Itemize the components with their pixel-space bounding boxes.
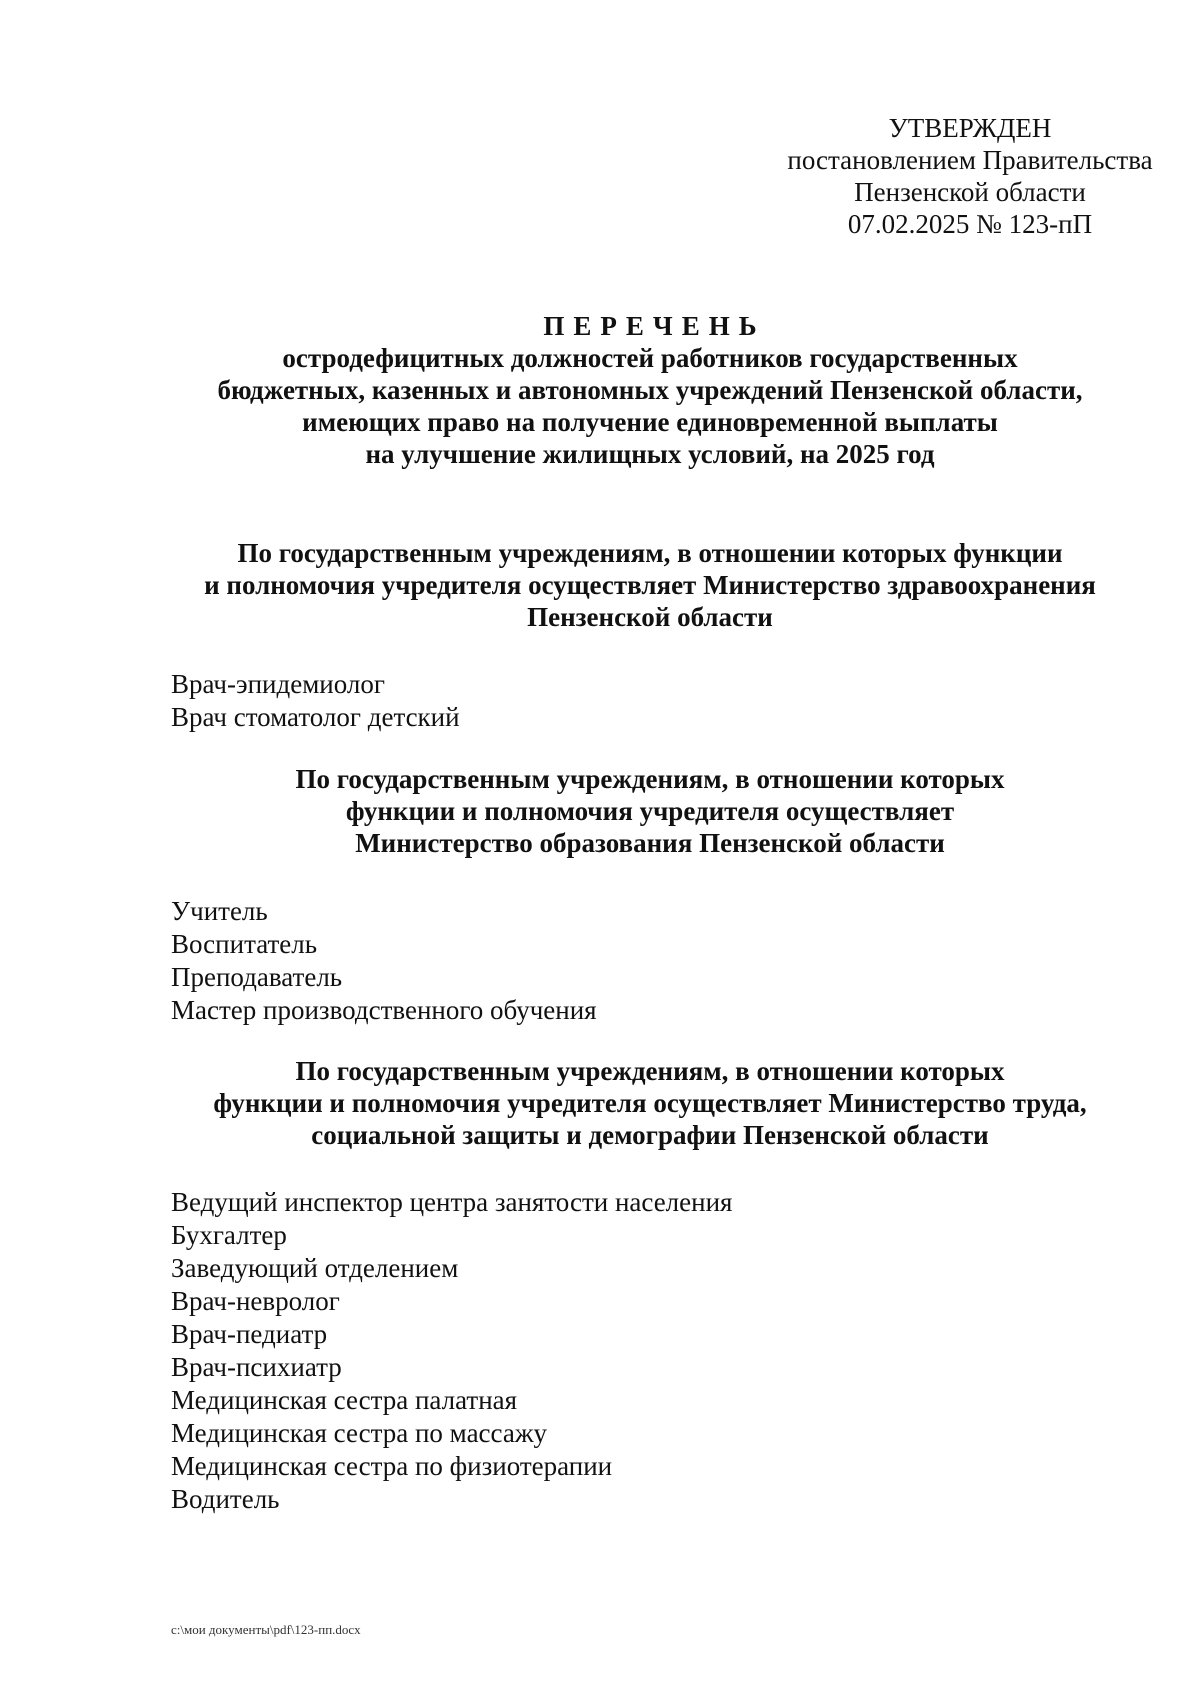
- position-item: Медицинская сестра по физиотерапии: [171, 1451, 613, 1481]
- document-subtitle-line: бюджетных, казенных и автономных учреждений Пензенской области,: [217, 375, 1083, 405]
- position-item: Водитель: [171, 1484, 280, 1514]
- position-list-education: [171, 895, 597, 1027]
- position-item: Врач-психиатр: [171, 1352, 342, 1382]
- approval-date-number: 07.02.2025 № 123-пП: [847, 209, 1093, 239]
- document-subtitle-line: имеющих право на получение единовременной выплаты: [302, 407, 998, 437]
- section-heading-line: и полномочия учредителя осуществляет Министерство здравоохранения: [204, 570, 1096, 600]
- section-heading-education: [100, 763, 1200, 859]
- section-heading-line: По государственным учреждениям, в отношении которых функции: [237, 538, 1063, 568]
- section-heading-labour: [100, 1055, 1200, 1151]
- section-heading-line: Пензенской области: [527, 602, 773, 632]
- section-heading-healthcare: [100, 537, 1200, 633]
- section-heading-line: функции и полномочия учредителя осуществляет: [345, 796, 955, 826]
- footer-file-path: c:\мои документы\pdf\123-пп.docx: [171, 1622, 361, 1637]
- position-item: Врач-педиатр: [171, 1319, 328, 1349]
- approval-issuer: постановлением Правительства: [787, 145, 1153, 175]
- position-item: Медицинская сестра по массажу: [171, 1418, 547, 1448]
- position-item: Мастер производственного обучения: [171, 995, 597, 1025]
- document-subtitle-line: на улучшение жилищных условий, на 2025 год: [365, 439, 935, 469]
- approval-region: Пензенской области: [854, 177, 1086, 207]
- position-item: Ведущий инспектор центра занятости населения: [171, 1187, 733, 1217]
- position-item: Бухгалтер: [171, 1220, 287, 1250]
- section-heading-line: По государственным учреждениям, в отношении которых: [295, 1056, 1005, 1086]
- document-heading: ПЕРЕЧЕНЬ: [543, 311, 766, 341]
- approval-status: УТВЕРЖДЕН: [888, 113, 1052, 143]
- position-list-labour: [171, 1186, 732, 1516]
- section-heading-line: Министерство образования Пензенской области: [355, 828, 945, 858]
- position-item: Медицинская сестра палатная: [171, 1385, 518, 1415]
- position-item: Учитель: [171, 896, 268, 926]
- position-item: Заведующий отделением: [171, 1253, 459, 1283]
- position-item: Врач-эпидемиолог: [171, 669, 385, 699]
- approval-block: [745, 112, 1195, 240]
- section-heading-line: функции и полномочия учредителя осуществляет Министерство труда,: [213, 1088, 1087, 1118]
- position-item: Врач-невролог: [171, 1286, 340, 1316]
- section-heading-line: социальной защиты и демографии Пензенской области: [311, 1120, 989, 1150]
- section-heading-line: По государственным учреждениям, в отношении которых: [295, 764, 1005, 794]
- document-subtitle-line: остродефицитных должностей работников государственных: [282, 343, 1018, 373]
- position-list-healthcare: [171, 668, 460, 734]
- document-title-block: [100, 310, 1200, 470]
- position-item: Преподаватель: [171, 962, 343, 992]
- position-item: Воспитатель: [171, 929, 318, 959]
- position-item: Врач стоматолог детский: [171, 702, 460, 732]
